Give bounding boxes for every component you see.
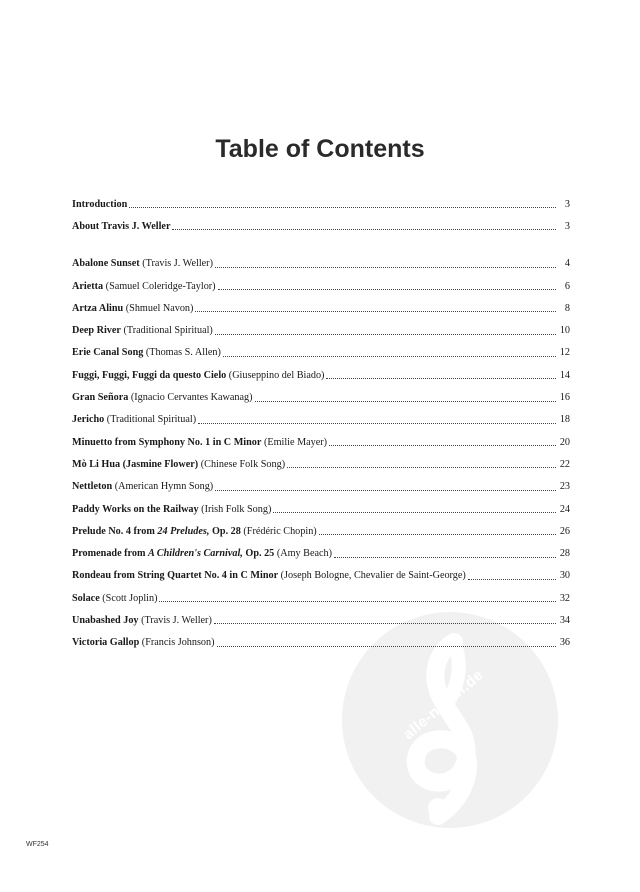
toc-entry-title: About Travis J. Weller xyxy=(72,220,171,232)
toc-entry-title: Artza Alinu xyxy=(72,302,124,314)
toc-entry-title xyxy=(72,526,241,537)
toc-entry-title-italic: A Children's Carnival, xyxy=(148,548,243,560)
dot-leader xyxy=(218,288,556,290)
toc-entry-composer: (Emilie Mayer) xyxy=(261,436,328,448)
toc-entry-composer: (Traditional Spiritual) xyxy=(104,414,197,426)
toc-entry[interactable] xyxy=(72,609,570,631)
toc-entry-page: 26 xyxy=(559,525,570,537)
toc-entry-name xyxy=(72,593,157,604)
toc-entry-page: 20 xyxy=(559,436,570,448)
toc-entry-composer: (Traditional Spiritual) xyxy=(120,325,213,337)
toc-entry[interactable] xyxy=(72,275,570,297)
toc-entry-title-pre: Promenade from xyxy=(72,548,149,560)
dot-leader xyxy=(195,310,556,312)
toc-entry-name xyxy=(72,258,213,269)
toc-entry-name xyxy=(72,303,193,314)
toc-entry-name xyxy=(72,414,196,425)
toc-entry-title: Nettleton xyxy=(72,481,113,493)
toc-entry-title: Mò Li Hua (Jasmine Flower) xyxy=(72,458,199,470)
toc-entry-title-pre: Prelude No. 4 from xyxy=(72,525,158,537)
toc-entry[interactable] xyxy=(72,319,570,341)
toc-entry-page: 18 xyxy=(559,414,570,426)
toc-entry-title: Erie Canal Song xyxy=(72,347,144,359)
dot-leader xyxy=(468,578,556,580)
toc-entry-composer: (American Hymn Song) xyxy=(112,481,214,493)
toc-entry[interactable] xyxy=(72,342,570,364)
dot-leader xyxy=(334,556,556,558)
toc-entry[interactable] xyxy=(72,215,570,237)
toc-entry[interactable] xyxy=(72,565,570,587)
dot-leader xyxy=(198,422,556,424)
toc-entry-page: 10 xyxy=(559,325,570,337)
toc-entry-name xyxy=(72,347,221,358)
dot-leader xyxy=(255,400,556,402)
toc-entry-name xyxy=(72,459,285,470)
page-title: Table of Contents xyxy=(215,135,425,163)
toc-entry-name xyxy=(72,504,271,515)
toc-entry-title: Abalone Sunset xyxy=(72,258,140,270)
toc-entry-composer: (Travis J. Weller) xyxy=(138,614,212,626)
dot-leader xyxy=(159,600,556,602)
toc-entry-title: Minuetto from Symphony No. 1 in C Minor xyxy=(72,436,262,448)
toc-entry-composer: (Francis Johnson) xyxy=(139,637,215,649)
toc-entry-composer: (Travis J. Weller) xyxy=(139,258,213,270)
toc-entry-composer: (Irish Folk Song) xyxy=(198,503,272,515)
toc-entry-title-post: Op. 28 xyxy=(209,525,241,537)
toc-entry-composer: (Frédéric Chopin) xyxy=(240,525,317,537)
toc-entry-composer: (Thomas S. Allen) xyxy=(143,347,221,359)
toc-entry-composer: (Amy Beach) xyxy=(274,548,332,560)
toc-entry[interactable] xyxy=(72,431,570,453)
toc-entry[interactable] xyxy=(72,476,570,498)
toc-entry-title: Jericho xyxy=(72,414,105,426)
toc-entry-title: Arietta xyxy=(72,280,104,292)
dot-leader xyxy=(217,645,556,647)
dot-leader xyxy=(215,333,556,335)
toc-entry-title xyxy=(72,548,274,559)
dot-leader xyxy=(214,622,556,624)
watermark-text: alle-noten.de xyxy=(400,666,487,744)
toc-entry-name xyxy=(72,370,324,381)
toc-list xyxy=(72,193,570,654)
toc-entry-composer: (Giuseppino del Biado) xyxy=(226,369,325,381)
toc-entry[interactable] xyxy=(72,542,570,564)
dot-leader xyxy=(223,355,556,357)
toc-entry[interactable] xyxy=(72,386,570,408)
toc-entry-name xyxy=(72,221,170,232)
toc-entry-page: 12 xyxy=(559,347,570,359)
dot-leader xyxy=(273,511,556,513)
toc-entry-title: Introduction xyxy=(72,198,128,210)
toc-entry-title: Rondeau from String Quartet No. 4 in C Minor xyxy=(72,570,279,582)
toc-entry-composer: (Shmuel Navon) xyxy=(123,302,194,314)
toc-entry-page: 16 xyxy=(559,392,570,404)
toc-entry-name xyxy=(72,325,213,336)
toc-entry-name xyxy=(72,637,215,648)
toc-entry-title: Gran Señora xyxy=(72,392,129,404)
toc-entry[interactable] xyxy=(72,520,570,542)
toc-entry-name xyxy=(72,570,466,581)
toc-entry-page: 32 xyxy=(559,592,570,604)
toc-entry-page: 4 xyxy=(564,258,570,270)
toc-entry-title: Deep River xyxy=(72,325,121,337)
toc-entry-composer: (Ignacio Cervantes Kawanag) xyxy=(128,392,253,404)
dot-leader xyxy=(326,377,556,379)
toc-entry[interactable] xyxy=(72,498,570,520)
toc-entry-title: Victoria Gallop xyxy=(72,637,140,649)
toc-entry[interactable] xyxy=(72,453,570,475)
toc-entry-title: Unabashed Joy xyxy=(72,614,139,626)
toc-entry-name xyxy=(72,437,327,448)
toc-entry[interactable] xyxy=(72,364,570,386)
toc-entry-page: 30 xyxy=(559,570,570,582)
toc-entry-page: 28 xyxy=(559,548,570,560)
toc-entry-name xyxy=(72,199,127,210)
toc-entry-page: 23 xyxy=(559,481,570,493)
toc-entry-title-italic: 24 Preludes, xyxy=(157,525,210,537)
toc-entry-name xyxy=(72,481,213,492)
toc-entry[interactable] xyxy=(72,409,570,431)
toc-entry-page: 22 xyxy=(559,458,570,470)
toc-entry[interactable] xyxy=(72,253,570,275)
toc-entry-title: Solace xyxy=(72,592,100,604)
dot-leader xyxy=(319,533,556,535)
toc-entry-page: 24 xyxy=(559,503,570,515)
toc-entry-name xyxy=(72,392,253,403)
toc-entry-title: Paddy Works on the Railway xyxy=(72,503,199,515)
dot-leader xyxy=(287,466,556,468)
toc-entry[interactable] xyxy=(72,587,570,609)
toc-entry-name xyxy=(72,526,317,537)
footer-code: WF254 xyxy=(26,841,49,848)
toc-entry-page: 6 xyxy=(564,280,570,292)
toc-entry-page: 36 xyxy=(559,637,570,649)
dot-leader xyxy=(129,206,556,208)
toc-entry-composer: (Joseph Bologne, Chevalier de Saint-George) xyxy=(278,570,466,582)
toc-entry[interactable] xyxy=(72,632,570,654)
toc-entry-page: 3 xyxy=(564,220,570,232)
toc-entry[interactable] xyxy=(72,193,570,215)
toc-entry-name xyxy=(72,615,212,626)
toc-entry-name xyxy=(72,281,216,292)
toc-entry-composer: (Scott Joplin) xyxy=(99,592,158,604)
dot-leader xyxy=(215,489,556,491)
dot-leader xyxy=(215,266,556,268)
toc-entry-page: 34 xyxy=(559,614,570,626)
toc-entry-page: 8 xyxy=(564,302,570,314)
toc-entry[interactable] xyxy=(72,297,570,319)
toc-entry-composer: (Samuel Coleridge-Taylor) xyxy=(103,280,216,292)
toc-entry-page: 14 xyxy=(559,369,570,381)
toc-entry-page: 3 xyxy=(564,198,570,210)
dot-leader xyxy=(172,228,556,230)
toc-entry-title: Fuggi, Fuggi, Fuggi da questo Cielo xyxy=(72,369,227,381)
toc-entry-title-post: Op. 25 xyxy=(242,548,275,560)
toc-entry-name xyxy=(72,548,332,559)
dot-leader xyxy=(329,444,556,446)
toc-entry-composer: (Chinese Folk Song) xyxy=(198,458,286,470)
